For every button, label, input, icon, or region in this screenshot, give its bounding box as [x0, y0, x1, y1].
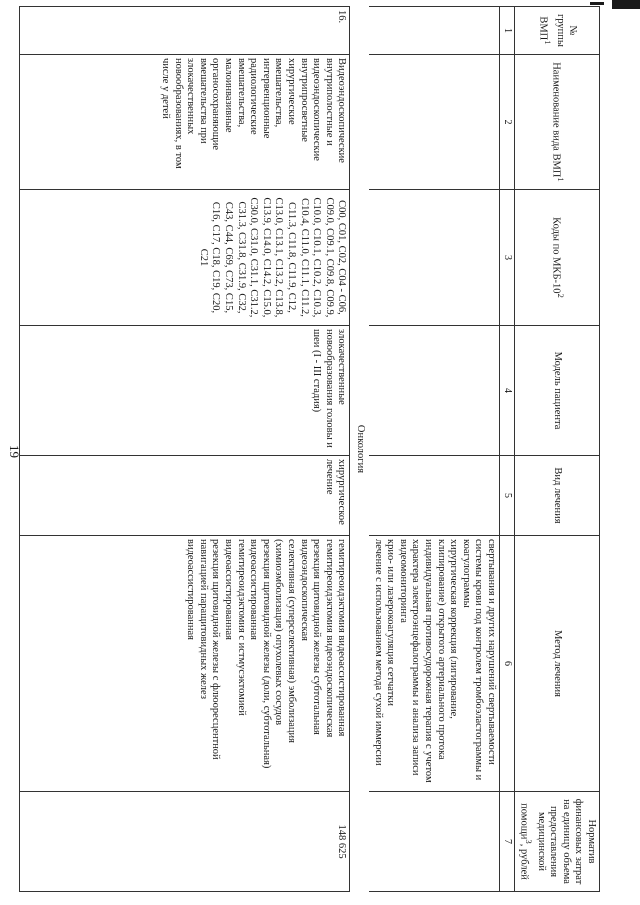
vmp-row-16: [20, 7, 350, 892]
continued-empty-cell: [369, 326, 499, 456]
header-cost-norm: Норматив финансовых затрат на единицу объема предоставления медицинской помощи$^3$, рублей: [514, 792, 599, 892]
continued-empty-cell: [369, 190, 499, 326]
section-title: Онкология: [355, 424, 366, 474]
method-line: резекция щитовидной железы (доли, субтотальная) видеоассистированная: [248, 539, 272, 769]
continued-row: [369, 7, 499, 892]
method-line: резекция щитовидной железы с флюоресцентной навигацией паращитовидных желез видеоассистированная: [185, 539, 222, 760]
continued-empty-cell: [369, 55, 499, 190]
method-line: резекция щитовидной железы субтотальная видеоэндоскопическая: [298, 539, 323, 735]
rotated-table-sheet: [10, 6, 600, 891]
column-number: 4: [499, 326, 514, 456]
header-vmp-name: Наименование вида ВМП$^1$: [514, 55, 599, 190]
header-row: [514, 7, 599, 892]
method-line: крио- или лазерокоагуляция сетчатки: [385, 539, 397, 707]
column-number-row: [499, 7, 514, 892]
row-group-no: 16.: [20, 7, 350, 55]
section-row: [350, 7, 369, 892]
continued-methods-cell: [369, 536, 499, 792]
row-treatment-type: хирургическое лечение: [20, 456, 350, 536]
method-line: свертывания и других нарушений свертываемости системы крови под контролем тромбоэластограммы и коагулограммы: [460, 539, 497, 781]
column-number: 2: [499, 55, 514, 190]
method-line: гемитиреоидэктомия с истмусэктомией видеоассистированная: [223, 539, 247, 716]
page-number: 19: [7, 445, 22, 458]
column-number: 3: [499, 190, 514, 326]
method-line: гемитиреоидэктомия видеоэндоскопическая: [323, 539, 335, 738]
header-group-no: № группы ВМП$^1$: [514, 7, 599, 55]
header-icd-codes: Коды по МКБ-$10^2$: [514, 190, 599, 326]
continued-empty-cell: [369, 7, 499, 55]
column-number: 5: [499, 456, 514, 536]
column-number: 1: [499, 7, 514, 55]
method-line: гемитиреоидэктомия видеоассистированная: [336, 539, 348, 737]
column-number: 6: [499, 536, 514, 792]
column-number: 7: [499, 792, 514, 892]
vmp-table: [19, 6, 600, 892]
method-line: индивидуальная противосудорожная терапия с учетом характера электроэнцефалограммы и анализа записи видеомониторинга: [397, 539, 434, 783]
header-treatment-type: Вид лечения: [514, 456, 599, 536]
row-vmp-name: Видеоэндоскопические внутриполостные и видеоэндоскопические внутрипросветные хирургические вмешательства, интервенционные радиологические вмешательства, малоинвазивные органосохраняющие вмешательства при злокачественных новообразованиях, в том числе у детей: [20, 55, 350, 190]
method-line: хирургическая коррекция (лигирование, клипирование) открытого артериального протока: [435, 539, 460, 760]
row-icd-codes: C00, C01, C02, C04 - C06, C09.0, C09.1, C09.8, C09.9, C10.0, C10.1, C10.2, C10.3, C10.4, C11.0, C11.1, C11.2, C11.3, C11.8, C11.9, C12, C13.0, C13.1, C13.2, C13.8, C13.9, C14.0, C14.2, C15.0, C30.0, C31.0, C31.1, C31.2, C31.3, C31.8, C31.9, C32, C43, C44, C69, C73, C15, C16, C17, C18, C19, C20, C21: [20, 190, 350, 326]
row-patient-model: злокачественные новообразования головы и шеи (I - III стадия): [20, 326, 350, 456]
header-patient-model: Модель пациента: [514, 326, 599, 456]
corner-scan-mark: [612, 0, 640, 9]
continued-empty-cell: [369, 456, 499, 536]
method-line: лечение с использованием метода сухой иммерсии: [372, 539, 384, 766]
method-line: селективная (суперселективная) эмболизация (химиоэмболизация) опухолевых сосудов: [273, 539, 298, 743]
row-cost: 148 625: [20, 792, 350, 892]
header-treatment-method: Метод лечения: [514, 536, 599, 792]
continued-empty-cell: [369, 792, 499, 892]
corner-scan-mark-small: [590, 2, 604, 5]
row-methods-cell: [20, 536, 350, 792]
